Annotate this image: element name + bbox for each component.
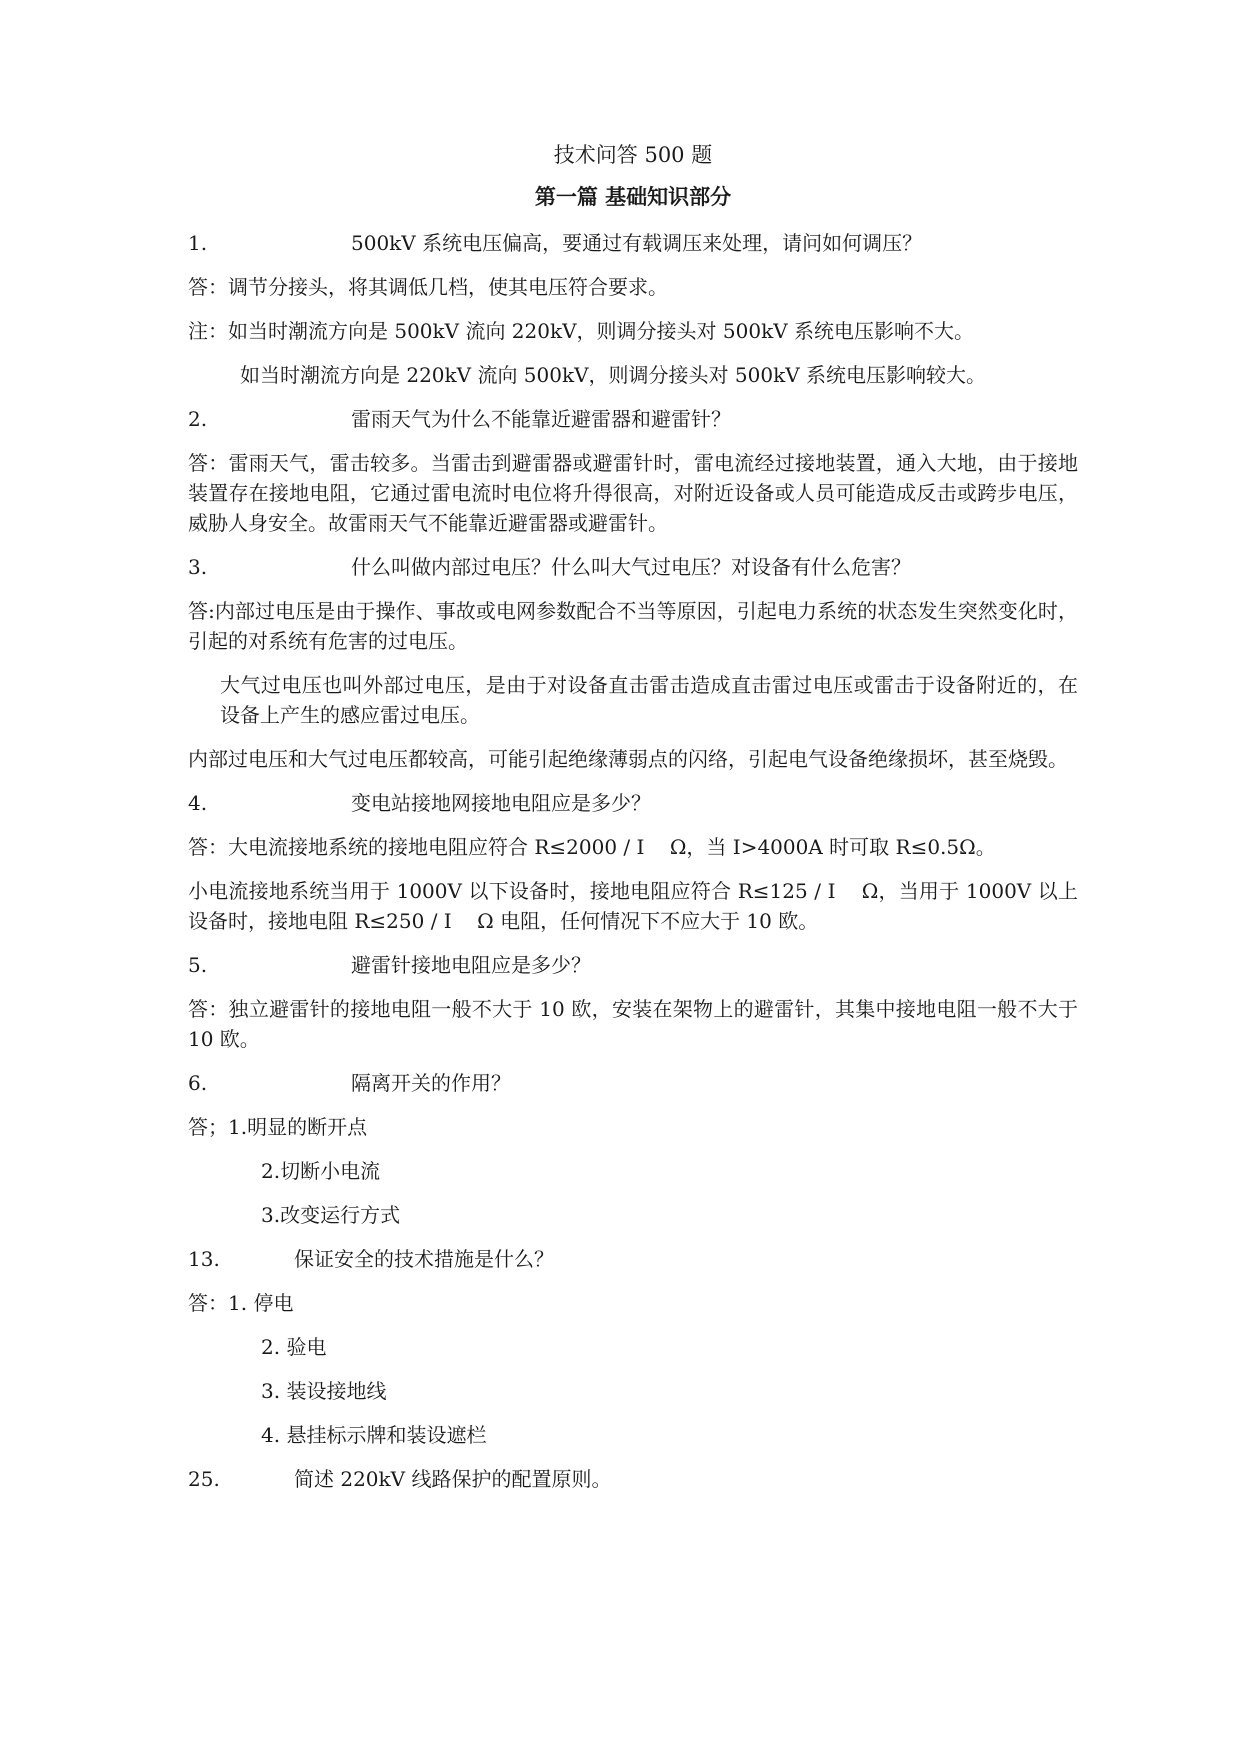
question-text: 简述 220kV 线路保护的配置原则。 — [294, 1467, 612, 1491]
question-number: 3. — [188, 555, 208, 579]
question-text: 500kV 系统电压偏高，要通过有载调压来处理，请问如何调压？ — [351, 231, 923, 255]
question-text: 雷雨天气为什么不能靠近避雷器和避雷针？ — [351, 407, 731, 431]
list-item: 3.改变运行方式 — [261, 1203, 401, 1227]
question-2 — [188, 404, 1078, 434]
document-title: 技术问答 500 题 — [553, 143, 713, 167]
question-text: 保证安全的技术措施是什么？ — [294, 1247, 554, 1271]
question-text: 隔离开关的作用？ — [351, 1071, 511, 1095]
question-number: 25. — [188, 1467, 220, 1491]
question-text: 避雷针接地电阻应是多少？ — [351, 953, 591, 977]
question-6 — [188, 1068, 1078, 1098]
question-number: 1. — [188, 231, 208, 255]
question-number: 4. — [188, 791, 208, 815]
list-item: 答；1.明显的断开点 — [188, 1115, 368, 1139]
answer-1: 答：调节分接头，将其调低几档，使其电压符合要求。 — [188, 275, 668, 299]
note-2: 如当时潮流方向是 220kV 流向 500kV，则调分接头对 500kV 系统电压影响较大。 — [240, 363, 986, 387]
question-number: 13. — [188, 1247, 220, 1271]
note-1: 注：如当时潮流方向是 500kV 流向 220kV，则调分接头对 500kV 系统电压影响不大。 — [188, 319, 974, 343]
section-heading: 第一篇 基础知识部分 — [534, 184, 732, 209]
answer-4b: 小电流接地系统当用于 1000V 以下设备时，接地电阻应符合 R≤125 / I Ω，当用于 1000V 以上设备时，接地电阻 R≤250 / I Ω 电阻，任何情况下不应大于 10 欧。 — [188, 879, 1078, 933]
question-25 — [188, 1464, 1078, 1494]
question-13 — [188, 1244, 1078, 1274]
list-item: 3. 装设接地线 — [261, 1379, 387, 1403]
list-item: 2.切断小电流 — [261, 1159, 381, 1183]
answer-3b: 大气过电压也叫外部过电压，是由于对设备直击雷击造成直击雷过电压或雷击于设备附近的，在设备上产生的感应雷过电压。 — [220, 673, 1078, 727]
answer-5: 答：独立避雷针的接地电阻一般不大于 10 欧，安装在架物上的避雷针，其集中接地电阻一般不大于 10 欧。 — [188, 997, 1078, 1051]
question-1 — [188, 228, 1078, 258]
question-5 — [188, 950, 1078, 980]
question-4 — [188, 788, 1078, 818]
question-3 — [188, 552, 1078, 582]
document-page — [188, 140, 1078, 1508]
question-number: 6. — [188, 1071, 208, 1095]
list-item: 2. 验电 — [261, 1335, 327, 1359]
question-text: 变电站接地网接地电阻应是多少？ — [351, 791, 651, 815]
answer-4a: 答：大电流接地系统的接地电阻应符合 R≤2000 / I Ω，当 I>4000A 时可取 R≤0.5Ω。 — [188, 835, 996, 859]
question-text: 什么叫做内部过电压？什么叫大气过电压？对设备有什么危害？ — [351, 555, 911, 579]
list-item: 4. 悬挂标示牌和装设遮栏 — [261, 1423, 487, 1447]
list-item: 答：1. 停电 — [188, 1291, 294, 1315]
answer-3c: 内部过电压和大气过电压都较高，可能引起绝缘薄弱点的闪络，引起电气设备绝缘损坏，甚至烧毁。 — [188, 747, 1068, 771]
question-number: 5. — [188, 953, 208, 977]
answer-3a: 答:内部过电压是由于操作、事故或电网参数配合不当等原因，引起电力系统的状态发生突然变化时，引起的对系统有危害的过电压。 — [188, 599, 1078, 653]
answer-2: 答：雷雨天气，雷击较多。当雷击到避雷器或避雷针时，雷电流经过接地装置，通入大地，由于接地装置存在接地电阻，它通过雷电流时电位将升得很高，对附近设备或人员可能造成反击或跨步电压，威胁人身安全。故雷雨天气不能靠近避雷器或避雷针。 — [188, 451, 1078, 535]
question-number: 2. — [188, 407, 208, 431]
